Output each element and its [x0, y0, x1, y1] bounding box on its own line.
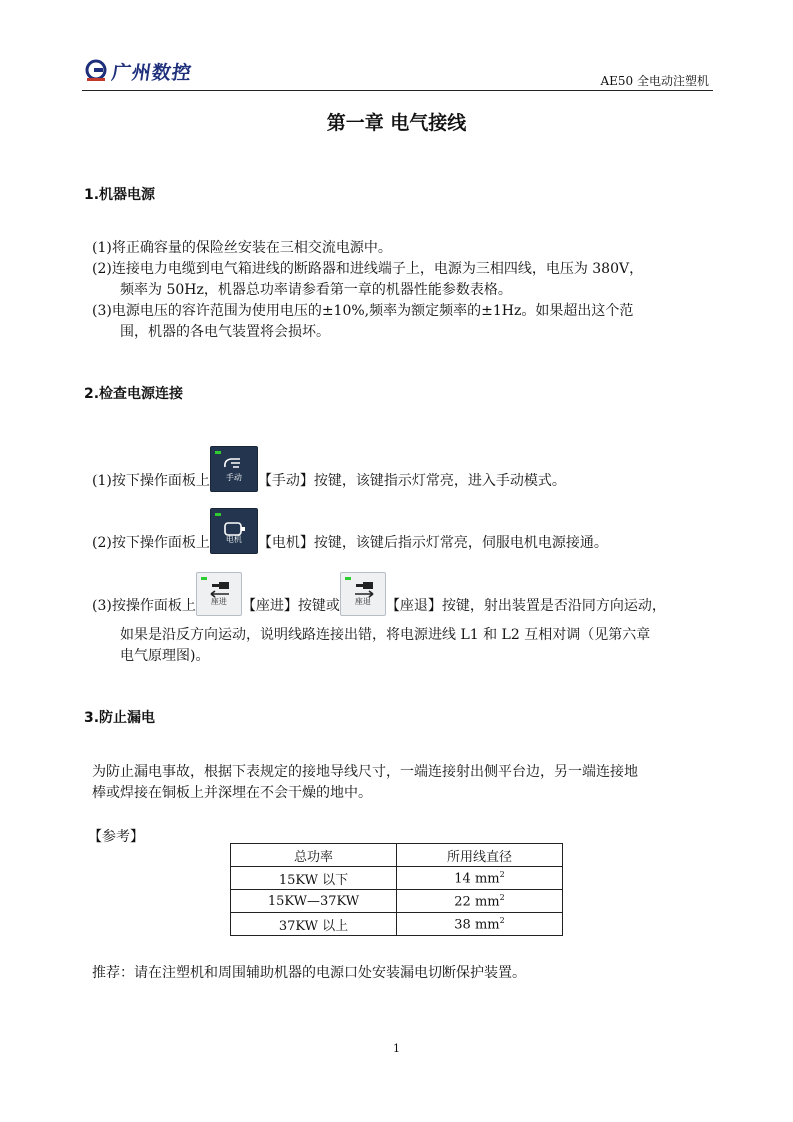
recommendation-text: 推荐：请在注塑机和周围辅助机器的电源口处安装漏电切断保护装置。 [92, 965, 526, 981]
check-item-3-prefix: (3)按操作面板上 [92, 598, 196, 614]
indicator-led [201, 577, 207, 580]
power-item-3-cont: 围，机器的各电气装置将会损坏。 [120, 324, 330, 340]
table-cell-diameter: 14 $mm^2$ [397, 867, 563, 890]
header-divider [82, 90, 713, 91]
header-model: AE50 全电动注塑机 [600, 74, 709, 88]
table-header-row [231, 844, 563, 867]
power-item-2: (2)连接电力电缆到电气箱进线的断路器和进线端子上，电源为三相四线，电压为 380V， [92, 261, 644, 277]
section-power-body [92, 238, 714, 343]
power-item-2-cont: 频率为 50Hz，机器总功率请参看第一章的机器性能参数表格。 [120, 282, 512, 298]
page-number: 1 [393, 1042, 400, 1055]
power-item-1: (1)将正确容量的保险丝安装在三相交流电源中。 [92, 240, 392, 256]
check-item-3 [92, 570, 714, 617]
logo-text: 广州数控 [110, 61, 194, 84]
table-row [231, 890, 563, 913]
check-item-1-prefix: (1)按下操作面板上 [92, 473, 210, 489]
check-item-3-mid2: 【座退】按键，射出装置是否沿同方向运动， [385, 598, 666, 614]
table-cell-power: 15KW—37KW [231, 890, 397, 913]
table-cell-power: 15KW 以下 [231, 867, 397, 890]
leakage-para-line2: 棒或焊接在铜板上并深埋在不会干燥的地中。 [92, 785, 372, 801]
section-heading-leakage: 3.防止漏电 [84, 710, 156, 726]
seat-forward-key-image [196, 572, 242, 616]
seat-back-caption: 座退 [354, 596, 371, 606]
section-heading-check: 2.检查电源连接 [84, 386, 184, 402]
wire-size-table [230, 843, 563, 936]
check-item-2-suffix: 【电机】按键，该键后指示灯常亮，伺服电机电源接通。 [257, 535, 608, 551]
check-item-3-mid1: 【座进】按键或 [241, 598, 340, 614]
table-row [231, 913, 563, 936]
check-item-3-line3: 电气原理图)。 [120, 648, 210, 664]
indicator-led [215, 513, 221, 516]
leakage-para-line1: 为防止漏电事故，根据下表规定的接地导线尺寸，一端连接射出侧平台边，另一端连接地 [92, 764, 638, 780]
seat-back-key-image [340, 572, 386, 616]
seat-forward-caption: 座进 [210, 596, 227, 606]
table-header-cell: 所用线直径 [397, 844, 563, 867]
table-cell-diameter: 38 $mm^2$ [397, 913, 563, 936]
motor-key-image [210, 508, 258, 554]
check-item-2-prefix: (2)按下操作面板上 [92, 535, 210, 551]
indicator-led [345, 577, 351, 580]
check-item-1-suffix: 【手动】按键，该键指示灯常亮，进入手动模式。 [257, 473, 566, 489]
table-row [231, 867, 563, 890]
table-header-cell: 总功率 [231, 844, 397, 867]
table-cell-diameter: 22 $mm^2$ [397, 890, 563, 913]
section-heading-power: 1.机器电源 [84, 187, 156, 203]
gsk-logo-icon [84, 59, 108, 83]
indicator-led [215, 451, 221, 454]
chapter-title: 第一章 电气接线 [326, 112, 467, 134]
manual-key-image [210, 446, 258, 492]
table-cell-power: 37KW 以上 [231, 913, 397, 936]
motor-key-caption: 电机 [225, 534, 242, 544]
manual-key-caption: 手动 [225, 472, 242, 482]
check-item-3-line2: 如果是沿反方向运动，说明线路连接出错，将电源进线 L1 和 L2 互相对调（见第六章 [120, 627, 651, 643]
company-logo [84, 56, 224, 86]
power-item-3: (3)电源电压的容许范围为使用电压的±10%,频率为额定频率的±1Hz。如果超出这个范 [92, 303, 634, 319]
check-item-2 [92, 507, 714, 554]
reference-label: 【参考】 [88, 829, 144, 845]
check-item-1 [92, 445, 714, 492]
